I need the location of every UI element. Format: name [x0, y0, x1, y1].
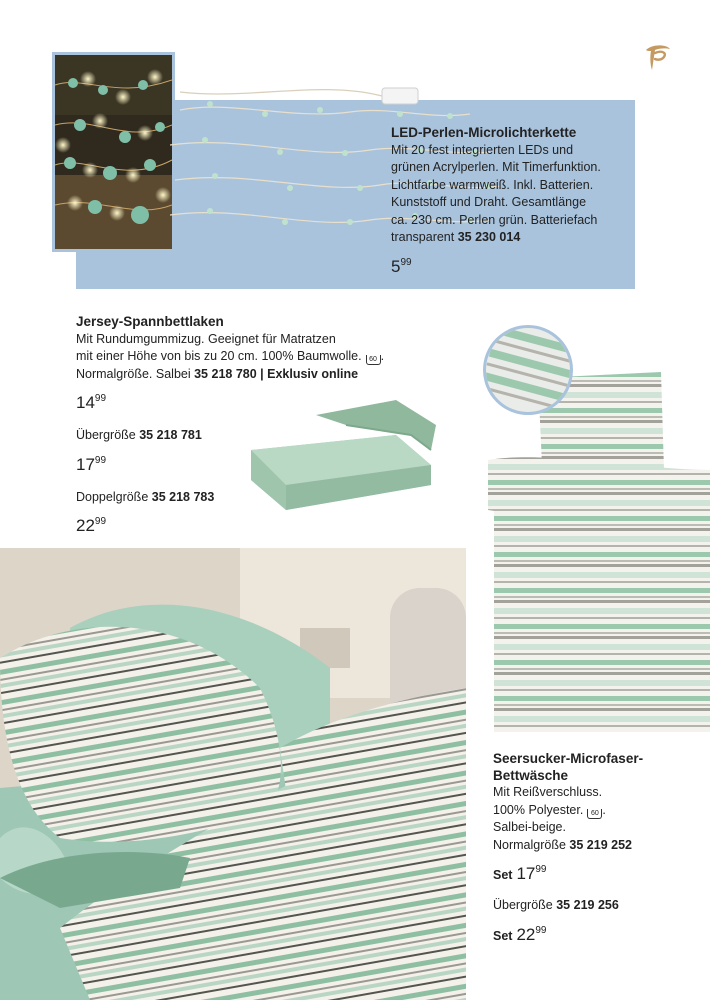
jersey-article-number: 35 218 780 — [194, 366, 257, 381]
seersucker-product-title: Seersucker-Microfaser- Bettwäsche — [493, 751, 644, 783]
variant-price-main: 22 — [76, 516, 95, 535]
led-product-code-line — [391, 229, 631, 247]
seersucker-product-info — [493, 750, 703, 946]
variant-price — [76, 512, 406, 536]
wash-60-icon: 60 — [587, 809, 602, 819]
seersucker-line-2-text: 100% Polyester. — [493, 802, 584, 817]
jersey-line-2-end: . — [380, 349, 385, 363]
seersucker-price-cents: 99 — [535, 864, 547, 875]
jersey-price-cents: 99 — [94, 393, 107, 404]
variant-price-cents: 99 — [94, 454, 107, 466]
fabric-detail-circle — [483, 325, 573, 415]
led-price — [391, 253, 631, 277]
variant-price-main: 22 — [516, 924, 536, 944]
fitted-sheet-image — [246, 395, 441, 515]
seersucker-price-main: 17 — [516, 864, 536, 883]
seersucker-line-4-prefix: Normalgröße — [493, 837, 570, 852]
variant-article-number: 35 219 256 — [556, 898, 619, 912]
variant-price — [493, 921, 703, 946]
variant-label: Doppelgröße — [76, 489, 152, 504]
jersey-description-line-2 — [76, 348, 406, 366]
variant-price-cents: 99 — [94, 516, 107, 527]
seersucker-line-1: Mit Reißverschluss. — [493, 785, 603, 799]
variant-article-number: 35 218 783 — [151, 489, 215, 504]
led-price-main: 5 — [391, 256, 401, 276]
seersucker-line-2 — [493, 802, 703, 820]
jersey-product-title: Jersey-Spannbettlaken — [76, 314, 224, 329]
jersey-line-2-text: mit einer Höhe von bis zu 20 cm. 100% Baumwolle. — [76, 349, 362, 363]
variant-price-cents: 99 — [535, 924, 547, 936]
tchibo-logo-icon — [640, 40, 674, 74]
variant-label: Übergröße — [76, 428, 140, 442]
led-price-cents: 99 — [400, 256, 412, 268]
led-product-info — [391, 124, 631, 277]
seersucker-bedding-image — [486, 370, 710, 732]
jersey-price-main: 14 — [76, 393, 95, 412]
variant-price-main: 17 — [76, 454, 95, 474]
jersey-description-line-1: Mit Rundumgummizug. Geeignet für Matratzen — [76, 331, 336, 346]
seersucker-article-number: 35 219 252 — [569, 837, 632, 852]
led-product-description: Mit 20 fest integrierten LEDs und grünen Acrylperlen. Mit Timerfunktion. Lichtfarbe warmweiß. Inkl. Batterien. Kunststoff und Draht. Gesamtlänge ca. 230 cm. Perlen grün. Batteriefach — [391, 142, 601, 227]
seersucker-variant-oversize — [493, 897, 703, 946]
seersucker-line-3: Salbei-beige. — [493, 820, 566, 834]
variant-article-number: 35 218 781 — [139, 428, 202, 442]
set-label: Set — [493, 868, 513, 882]
wash-60-icon: 60 — [366, 355, 381, 365]
seersucker-price — [493, 860, 703, 885]
variant-label: Übergröße — [493, 898, 557, 912]
seersucker-line-2-end: . — [602, 802, 606, 817]
seersucker-line-4 — [493, 837, 703, 855]
jersey-description-line-3 — [76, 366, 406, 384]
set-label: Set — [493, 928, 513, 943]
led-lights-photo — [52, 52, 175, 252]
led-product-title: LED-Perlen-Microlichterkette — [391, 125, 577, 140]
bedroom-lifestyle-photo — [0, 548, 466, 1000]
led-article-number: 35 230 014 — [457, 230, 521, 244]
jersey-line-3-prefix: Normalgröße. Salbei — [76, 366, 195, 381]
jersey-exclusive-online: | Exklusiv online — [256, 366, 359, 381]
led-code-prefix: transparent — [391, 230, 458, 244]
